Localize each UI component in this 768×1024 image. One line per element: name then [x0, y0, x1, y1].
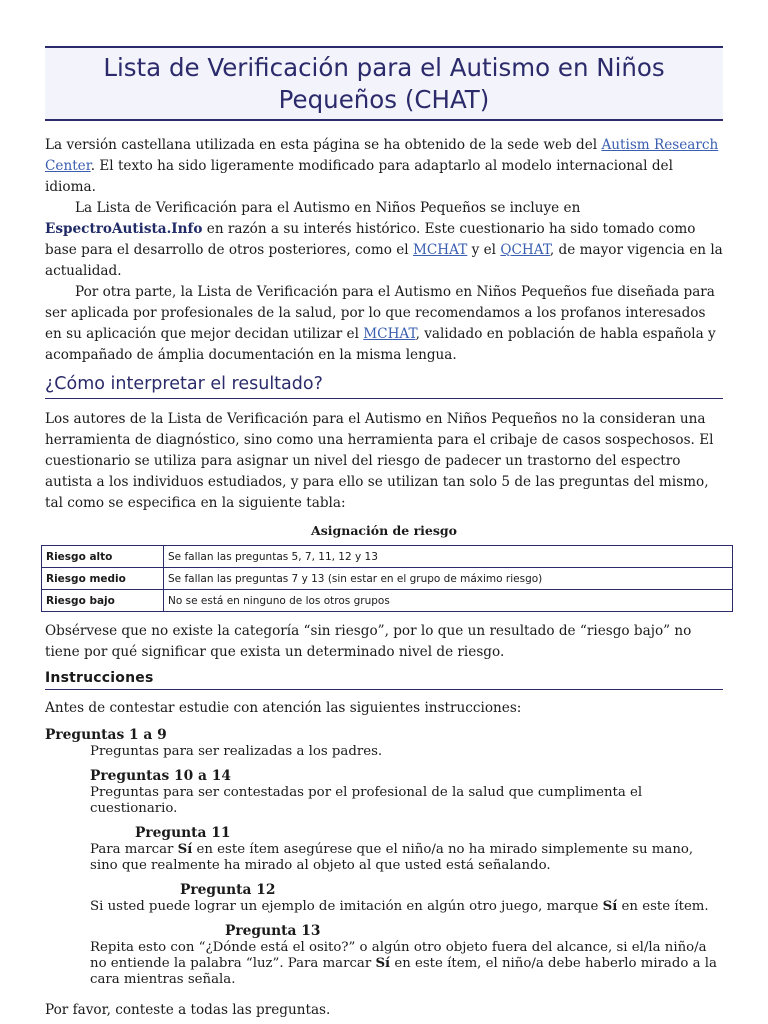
- yes-emphasis: Sí: [375, 956, 391, 971]
- intro-paragraph-2: [45, 198, 723, 282]
- risk-desc-cell: Se fallan las preguntas 5, 7, 11, 12 y 13: [164, 546, 733, 568]
- section-heading-instructions: Instrucciones: [45, 668, 723, 690]
- risk-desc-cell: No se está en ninguno de los otros grupos: [164, 590, 733, 612]
- espectroautista-name: EspectroAutista.Info: [45, 221, 203, 237]
- intro-text: en razón a su interés histórico. Este cuestionario ha sido tomado como base para el desarrollo de otros posteriores, como el: [45, 221, 696, 258]
- intro-text: . El texto ha sido ligeramente modificado para adaptarlo al modelo internacional del idioma.: [45, 158, 673, 195]
- mchat-link-2[interactable]: MCHAT: [363, 326, 416, 342]
- yes-emphasis: Sí: [177, 842, 193, 857]
- intro-paragraph-1: [45, 135, 723, 198]
- question-text-part: Repita esto con “¿Dónde está el osito?” o algún otro objeto fuera del alcance, si el/la niño/a no entiende la palabra “luz”. Para marcar: [90, 940, 707, 971]
- question-text-part: en este ítem.: [617, 899, 709, 914]
- question-text: [45, 899, 723, 915]
- autism-research-center-link[interactable]: Autism Research Center: [45, 137, 719, 174]
- intro-text: , de mayor vigencia en la actualidad.: [45, 242, 723, 279]
- section-heading-interpret: ¿Cómo interpretar el resultado?: [45, 372, 723, 399]
- question-text-part: Si usted puede lograr un ejemplo de imitación en algún otro juego, marque: [90, 899, 603, 914]
- question-heading: Pregunta 13: [225, 923, 321, 939]
- intro-text: La versión castellana utilizada en esta página se ha obtenido de la sede web del: [45, 137, 602, 153]
- question-group-heading: Preguntas 10 a 14: [90, 768, 231, 784]
- table-row: [42, 568, 733, 590]
- instructions-lead: Antes de contestar estudie con atención las siguientes instrucciones:: [45, 700, 522, 716]
- closing-paragraph: Por favor, conteste a todas las preguntas.: [45, 1002, 331, 1018]
- table-caption: Asignación de riesgo: [311, 523, 457, 538]
- risk-level-cell: Riesgo bajo: [42, 590, 164, 612]
- intro-text: La Lista de Verificación para el Autismo en Niños Pequeños se incluye en: [75, 200, 581, 216]
- question-text-part: Para marcar: [90, 842, 178, 857]
- question-heading: Pregunta 11: [135, 825, 231, 841]
- question-text-part: en este ítem, el niño/a debe haberlo mirado a la cara mientras señala.: [90, 956, 717, 987]
- table-row: [42, 590, 733, 612]
- risk-note-paragraph: Obsérvese que no existe la categoría “sin riesgo”, por lo que un resultado de “riesgo bajo” no tiene por qué significar que exista un determinado nivel de riesgo.: [45, 623, 692, 660]
- page-title: Lista de Verificación para el Autismo en Niños Pequeños (CHAT): [103, 53, 665, 114]
- question-text: [45, 842, 723, 874]
- mchat-link[interactable]: MCHAT: [412, 242, 468, 258]
- question-group-heading: Preguntas 1 a 9: [45, 727, 167, 743]
- question-text: [45, 940, 723, 988]
- intro-text: y el: [467, 242, 501, 258]
- interpret-paragraph: Los autores de la Lista de Verificación para el Autismo en Niños Pequeños no la consideran una herramienta de diagnóstico, sino como una herramienta para el cribaje de casos sospechosos. El cuestionario se utiliza para asignar un nivel del riesgo de padecer un trastorno del espectro autista a los individuos estudiados, y para ello se utilizan tan solo 5 de las preguntas del mismo, tal como se especifica en la siguiente tabla:: [45, 411, 714, 511]
- table-row: [42, 546, 733, 568]
- qchat-link[interactable]: QCHAT: [500, 242, 550, 258]
- intro-text: Por otra parte, la Lista de Verificación para el Autismo en Niños Pequeños fue diseñada para ser aplicada por profesionales de la salud, por lo que recomendamos a los profanos interesados en su aplicación que mejor decidan utilizar el: [45, 284, 715, 342]
- question-text-part: en este ítem asegúrese que el niño/a no ha mirado simplemente su mano, sino que realmente ha mirado al objeto al que usted está señalando.: [90, 842, 694, 873]
- intro-paragraph-3: [45, 282, 723, 366]
- article: [45, 46, 723, 1021]
- risk-desc-cell: Se fallan las preguntas 7 y 13 (sin estar en el grupo de máximo riesgo): [164, 568, 733, 590]
- risk-level-cell: Riesgo alto: [42, 546, 164, 568]
- risk-table: [41, 545, 733, 612]
- yes-emphasis: Sí: [602, 899, 618, 914]
- question-heading: Pregunta 12: [180, 882, 276, 898]
- intro-text: , validado en población de habla española y acompañado de ámplia documentación en la misma lengua.: [45, 326, 716, 363]
- title-box: [45, 46, 723, 121]
- question-group-text: Preguntas para ser realizadas a los padres.: [90, 744, 383, 759]
- risk-level-cell: Riesgo medio: [42, 568, 164, 590]
- question-group-text: Preguntas para ser contestadas por el profesional de la salud que cumplimenta el cuestionario.: [90, 785, 643, 816]
